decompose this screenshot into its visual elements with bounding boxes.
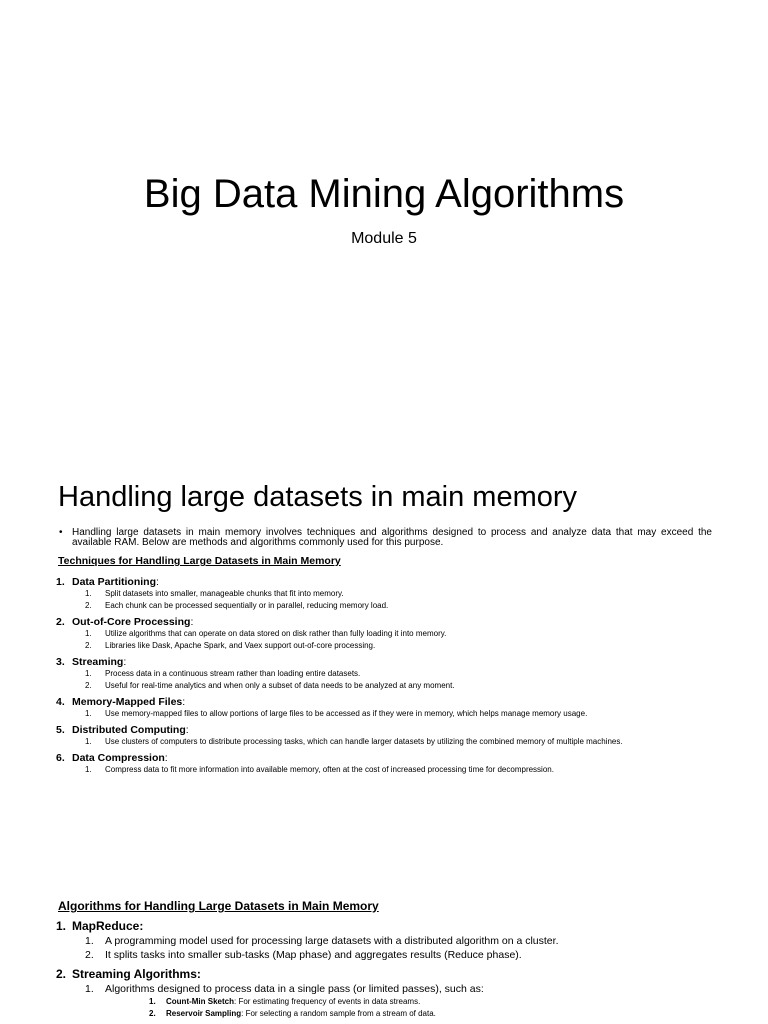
sub-text: Split datasets into smaller, manageable chunks that fit into memory. xyxy=(105,589,344,598)
technique-heading xyxy=(56,615,712,629)
colon: : xyxy=(182,696,186,708)
sub-text: Process data in a continuous stream rather than loading entire datasets. xyxy=(105,669,361,678)
technique-heading xyxy=(56,751,712,765)
sub-item xyxy=(56,934,712,948)
sub-text: Each chunk can be processed sequentially or in parallel, reducing memory load. xyxy=(105,601,389,610)
sub-number: 1. xyxy=(85,629,92,638)
content-slide xyxy=(0,442,768,1024)
item-number: 3. xyxy=(56,656,65,668)
algorithm-name: Streaming Algorithms: xyxy=(72,967,201,981)
technique-name: Memory-Mapped Files xyxy=(72,696,183,708)
technique-item xyxy=(56,655,712,691)
sub-list xyxy=(56,669,712,691)
technique-item xyxy=(56,575,712,611)
sub-number: 1. xyxy=(85,983,94,995)
nested-text: : For estimating frequency of events in data streams. xyxy=(234,997,421,1006)
slide-subtitle: Module 5 xyxy=(351,230,417,247)
item-number: 2. xyxy=(56,616,65,628)
sub-number: 1. xyxy=(85,709,92,718)
technique-heading xyxy=(56,655,712,669)
algorithm-item xyxy=(56,918,712,962)
section-heading: Algorithms for Handling Large Datasets in Main Memory xyxy=(58,899,379,913)
sub-item xyxy=(56,982,712,1020)
technique-item xyxy=(56,615,712,651)
nested-sub-list xyxy=(105,996,712,1020)
nested-number: 1. xyxy=(149,997,156,1006)
technique-name: Distributed Computing xyxy=(72,724,186,736)
sub-text: Libraries like Dask, Apache Spark, and Vaex support out-of-core processing. xyxy=(105,641,376,650)
sub-item xyxy=(56,681,712,691)
algorithm-heading xyxy=(56,918,712,934)
item-number: 4. xyxy=(56,696,65,708)
sub-text: Useful for real-time analytics and when only a subset of data needs to be analyzed at any moment. xyxy=(105,681,455,690)
sub-item xyxy=(56,948,712,962)
sub-list xyxy=(56,982,712,1020)
nested-sub-item xyxy=(105,996,712,1008)
sub-item xyxy=(56,737,712,747)
sub-number: 1. xyxy=(85,765,92,774)
sub-number: 1. xyxy=(85,935,94,947)
nested-name: Reservoir Sampling xyxy=(166,1009,242,1018)
sub-number: 2. xyxy=(85,641,92,650)
sub-list xyxy=(56,629,712,651)
sub-list xyxy=(56,589,712,611)
technique-name: Data Compression xyxy=(72,752,165,764)
technique-item xyxy=(56,751,712,775)
nested-number: 2. xyxy=(149,1009,156,1018)
item-number: 1. xyxy=(56,919,67,933)
nested-sub-item xyxy=(105,1008,712,1020)
sub-number: 2. xyxy=(85,601,92,610)
technique-name: Data Partitioning xyxy=(72,576,157,588)
colon: : xyxy=(156,576,159,588)
sub-item xyxy=(56,629,712,639)
algorithms-list xyxy=(56,918,712,1020)
technique-name: Streaming xyxy=(72,656,124,668)
intro-bullet xyxy=(56,528,712,548)
slide-title: Big Data Mining Algorithms xyxy=(143,172,625,216)
sub-item xyxy=(56,765,712,775)
sub-number: 1. xyxy=(85,669,92,678)
sub-text: Utilize algorithms that can operate on data stored on disk rather than fully loading it into memory. xyxy=(105,629,447,638)
nested-name: Count-Min Sketch xyxy=(166,997,234,1006)
sub-text: Use memory-mapped files to allow portions of large files to be accessed as if they were in memory, which helps manage memory usage. xyxy=(105,709,588,718)
sub-item xyxy=(56,709,712,719)
sub-list xyxy=(56,765,712,775)
technique-item xyxy=(56,695,712,719)
sub-number: 1. xyxy=(85,589,92,598)
item-number: 5. xyxy=(56,724,65,736)
colon: : xyxy=(164,752,168,764)
sub-item xyxy=(56,669,712,679)
sub-number: 1. xyxy=(85,737,92,746)
technique-heading xyxy=(56,695,712,709)
colon: : xyxy=(185,724,189,736)
sub-text: Compress data to fit more information into available memory, often at the cost of increased processing time for decompression. xyxy=(105,765,554,774)
item-number: 2. xyxy=(56,967,67,981)
nested-text: : For selecting a random sample from a stream of data. xyxy=(241,1009,436,1018)
slide-body xyxy=(56,528,712,779)
sub-list xyxy=(56,934,712,962)
algorithm-heading xyxy=(56,966,712,982)
sub-item xyxy=(56,641,712,651)
algorithm-name: MapReduce: xyxy=(72,919,144,933)
sub-number: 2. xyxy=(85,681,92,690)
sub-text: Use clusters of computers to distribute processing tasks, which can handle larger datasets by utilizing the combined memory of multiple machines. xyxy=(105,737,623,746)
section-heading: Techniques for Handling Large Datasets in Main Memory xyxy=(58,555,341,567)
sub-item xyxy=(56,589,712,599)
techniques-list xyxy=(56,575,712,775)
sub-text: Algorithms designed to process data in a single pass (or limited passes), such as: xyxy=(105,983,484,995)
sub-item xyxy=(56,601,712,611)
intro-text: Handling large datasets in main memory involves techniques and algorithms designed to process and analyze data that may exceed the available RAM. Below are methods and algorithms commonly used for this purpose. xyxy=(72,527,712,548)
sub-text: It splits tasks into smaller sub-tasks (Map phase) and aggregates results (Reduce phase). xyxy=(105,949,522,961)
sub-list xyxy=(56,737,712,747)
colon: : xyxy=(190,616,194,628)
slide-title: Handling large datasets in main memory xyxy=(58,481,578,513)
title-slide xyxy=(0,0,768,442)
algorithm-item xyxy=(56,966,712,1020)
technique-heading xyxy=(56,723,712,737)
item-number: 6. xyxy=(56,752,65,764)
sub-number: 2. xyxy=(85,949,94,961)
bullet-dot-icon: • xyxy=(59,527,63,538)
technique-heading xyxy=(56,575,712,589)
sub-list xyxy=(56,709,712,719)
algorithms-section xyxy=(56,898,712,1024)
technique-item xyxy=(56,723,712,747)
colon: : xyxy=(123,656,127,668)
sub-text: A programming model used for processing large datasets with a distributed algorithm on a cluster. xyxy=(105,935,559,947)
technique-name: Out-of-Core Processing xyxy=(72,616,191,628)
item-number: 1. xyxy=(56,576,65,588)
